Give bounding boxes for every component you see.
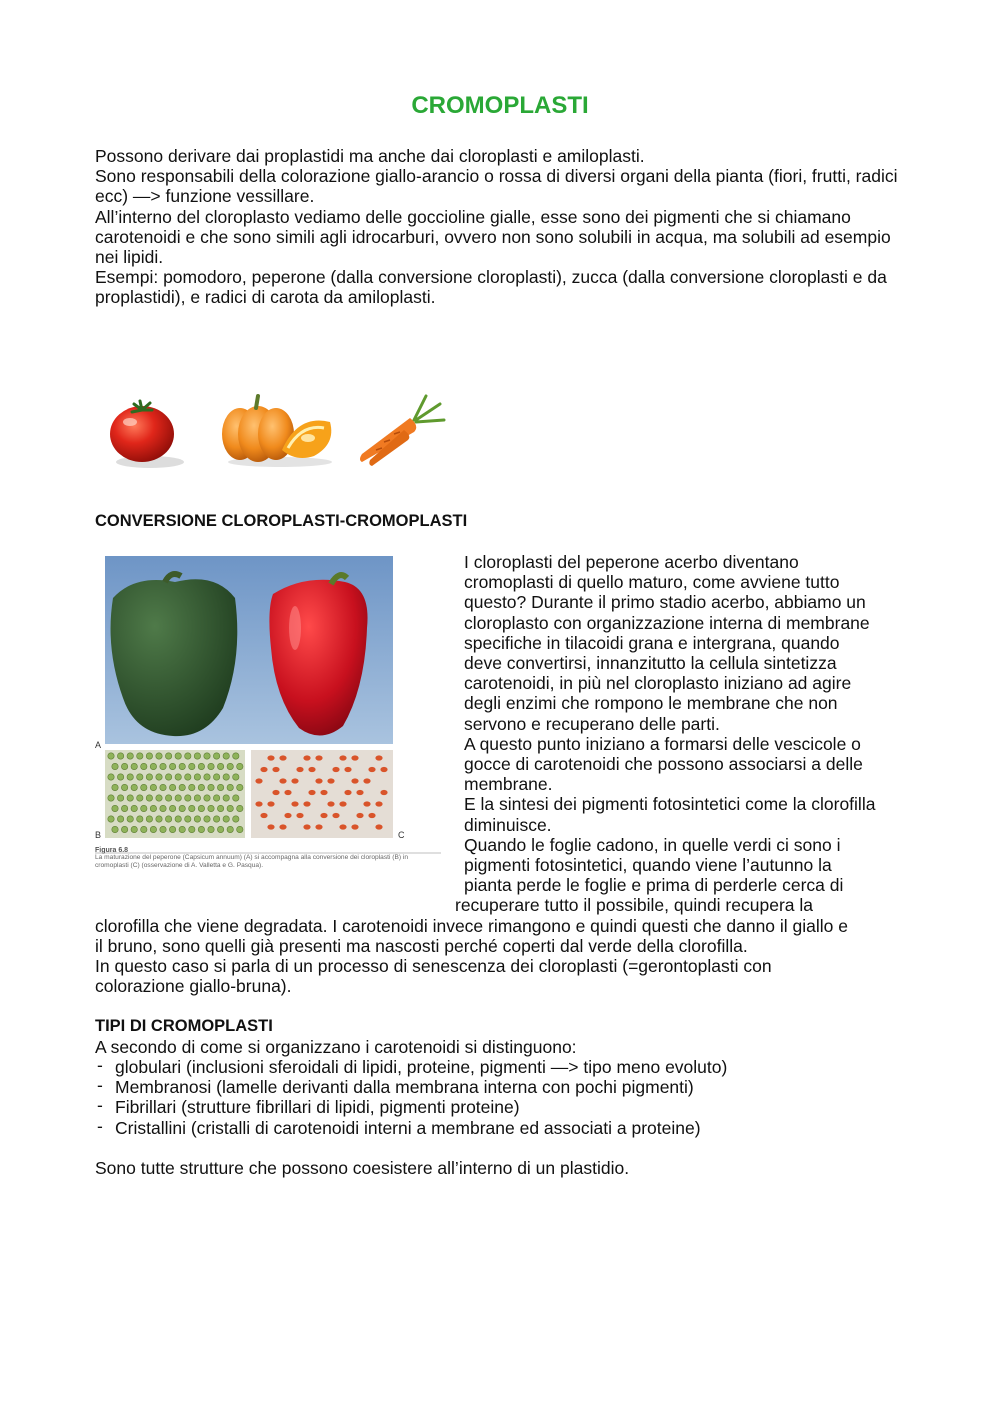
chloroplast-dot xyxy=(112,763,118,769)
conversion-line: il bruno, sono quelli già presenti ma nascosti perché coperti dal verde della clorofilla. xyxy=(95,935,748,956)
figure-caption: La maturazione del peperone (Capsicum annuum) (A) si accompagna alla conversione dei cloroplasti (B) in cromoplasti (C) (osservazione di A. Valletta e G. Pasqua). xyxy=(95,854,408,869)
chloroplast-dot xyxy=(169,826,175,832)
chloroplast-dot xyxy=(160,805,166,811)
chloroplast-dot xyxy=(127,774,133,780)
chromoplast-dot xyxy=(320,790,327,795)
chloroplast-dot xyxy=(156,816,162,822)
chloroplast-dot xyxy=(127,753,133,759)
chloroplast-dot xyxy=(194,753,200,759)
conversion-line: membrane. xyxy=(464,774,553,795)
list-dash: - xyxy=(97,1115,103,1136)
chloroplast-dot xyxy=(131,805,137,811)
chloroplast-dot xyxy=(127,816,133,822)
chromoplast-dot xyxy=(315,755,322,760)
tomato-image xyxy=(104,392,192,472)
chloroplast-dot xyxy=(137,774,143,780)
chloroplast-dot xyxy=(112,826,118,832)
conversion-line: In questo caso si parla di un processo di senescenza dei cloroplasti (=gerontoplasti con xyxy=(95,956,772,976)
conversion-line: carotenoidi, in più nel cloroplasto iniziano ad agire xyxy=(464,673,852,694)
figure-label-c: C xyxy=(398,830,405,840)
chromoplast-dot xyxy=(327,801,334,806)
conversion-line: servono e recuperano delle parti. xyxy=(464,713,720,734)
chloroplast-dot xyxy=(150,826,156,832)
list-item-text: Fibrillari (strutture fibrillari di lipidi, pigmenti proteine) xyxy=(115,1097,520,1118)
chloroplast-dot xyxy=(204,774,210,780)
chloroplast-dot xyxy=(131,763,137,769)
chloroplast-dot xyxy=(213,753,219,759)
figure-caption-title: Figura 6.8 xyxy=(95,847,129,854)
chloroplast-dot xyxy=(165,753,171,759)
chloroplast-dot xyxy=(179,784,185,790)
conversion-line: E la sintesi dei pigmenti fotosintetici come la clorofilla xyxy=(464,794,876,815)
chloroplast-dot xyxy=(141,784,147,790)
chloroplast-dot xyxy=(131,784,137,790)
chloroplast-dot xyxy=(127,795,133,801)
chloroplast-dot xyxy=(141,763,147,769)
conversion-line: diminuisce. xyxy=(464,814,552,835)
chloroplast-dot xyxy=(112,805,118,811)
chromoplast-dot xyxy=(308,767,315,772)
chloroplast-dot xyxy=(213,795,219,801)
chromoplast-dot xyxy=(267,755,274,760)
chloroplast-dot xyxy=(227,784,233,790)
chromoplast-dot xyxy=(380,790,387,795)
chloroplast-dot xyxy=(198,784,204,790)
chloroplast-dot xyxy=(233,774,239,780)
chloroplast-dot xyxy=(217,763,223,769)
chloroplast-dot xyxy=(223,816,229,822)
chromoplast-dot xyxy=(255,778,262,783)
chloroplast-dot xyxy=(146,795,152,801)
chloroplast-dot xyxy=(160,763,166,769)
chromoplast-dot xyxy=(315,824,322,829)
chloroplast-dot xyxy=(185,816,191,822)
chloroplast-dot xyxy=(198,826,204,832)
chromoplast-dot xyxy=(303,755,310,760)
chloroplast-dot xyxy=(185,774,191,780)
chromoplast-dot xyxy=(296,813,303,818)
chloroplast-dot xyxy=(165,774,171,780)
conversion-line: clorofilla che viene degradata. I carotenoidi invece rimangono e quindi questi che danno il giallo e xyxy=(95,915,848,936)
pepper-figure xyxy=(95,548,441,878)
chloroplast-dot xyxy=(112,784,118,790)
list-item xyxy=(95,1077,915,1097)
chloroplast-dot xyxy=(121,805,127,811)
chloroplast-dot xyxy=(185,795,191,801)
chromoplast-dot xyxy=(315,778,322,783)
chloroplast-dot xyxy=(198,805,204,811)
chloroplast-dot xyxy=(194,774,200,780)
chloroplast-dot xyxy=(160,784,166,790)
chloroplast-dot xyxy=(237,763,243,769)
chloroplast-dot xyxy=(179,763,185,769)
chloroplast-dot xyxy=(189,826,195,832)
chloroplast-dot xyxy=(160,826,166,832)
chloroplast-dot xyxy=(179,826,185,832)
chloroplast-dot xyxy=(194,816,200,822)
chromoplast-dot xyxy=(363,778,370,783)
chloroplast-dot xyxy=(169,763,175,769)
chloroplast-dot xyxy=(117,795,123,801)
chromoplast-dot xyxy=(267,824,274,829)
chloroplast-dot xyxy=(165,816,171,822)
chromoplast-dot xyxy=(375,801,382,806)
conversion-line: A questo punto iniziano a formarsi delle vescicole o xyxy=(464,733,861,754)
chromoplast-dot xyxy=(351,755,358,760)
chloroplast-dot xyxy=(227,805,233,811)
chloroplast-dot xyxy=(233,816,239,822)
chloroplast-dot xyxy=(175,816,181,822)
chloroplast-dot xyxy=(146,816,152,822)
carrot-image xyxy=(354,390,446,470)
list-item xyxy=(95,1057,915,1077)
chloroplast-dot xyxy=(204,753,210,759)
tipi-list xyxy=(95,1057,915,1138)
conversion-heading: CONVERSIONE CLOROPLASTI-CROMOPLASTI xyxy=(95,512,468,530)
chromoplast-dot xyxy=(363,801,370,806)
chromoplast-dot xyxy=(332,813,339,818)
chloroplast-dot xyxy=(223,774,229,780)
chromoplast-dot xyxy=(284,790,291,795)
chloroplast-dot xyxy=(189,805,195,811)
chloroplast-dot xyxy=(189,784,195,790)
chromoplast-dot xyxy=(303,824,310,829)
chloroplast-dot xyxy=(213,774,219,780)
conversion-line: cloroplasto con organizzazione interna di membrane xyxy=(464,612,870,633)
chloroplast-dot xyxy=(233,753,239,759)
chloroplast-dot xyxy=(217,805,223,811)
chromoplast-dot xyxy=(291,778,298,783)
figure-label-b: B xyxy=(95,830,102,840)
chloroplast-dot xyxy=(227,826,233,832)
chloroplast-dot xyxy=(137,795,143,801)
chromoplast-dot xyxy=(279,824,286,829)
chloroplast-dot xyxy=(198,763,204,769)
chloroplast-dot xyxy=(117,816,123,822)
chromoplast-dot xyxy=(339,801,346,806)
chromoplast-dot xyxy=(279,755,286,760)
conversion-line: pianta perde le foglie e prima di perderle cerca di xyxy=(464,875,844,896)
chloroplast-dot xyxy=(175,774,181,780)
chloroplast-dot xyxy=(117,774,123,780)
list-dash: - xyxy=(97,1095,103,1116)
chloroplast-dot xyxy=(223,795,229,801)
chloroplast-dot xyxy=(121,784,127,790)
chromoplast-dot xyxy=(327,778,334,783)
chloroplast-dot xyxy=(237,826,243,832)
chloroplast-dot xyxy=(141,805,147,811)
conversion-line: gocce di carotenoidi che possono associarsi a delle xyxy=(464,754,863,774)
chloroplast-dot xyxy=(150,784,156,790)
chloroplast-dot xyxy=(179,805,185,811)
chloroplast-dot xyxy=(146,774,152,780)
chromoplast-dot xyxy=(260,767,267,772)
chromoplast-dot xyxy=(356,790,363,795)
chromoplast-dot xyxy=(272,767,279,772)
list-item-text: globulari (inclusioni sferoidali di lipidi, proteine, pigmenti —> tipo meno evoluto) xyxy=(115,1057,728,1077)
pumpkin-image xyxy=(218,392,342,470)
chloroplast-dot xyxy=(208,826,214,832)
chloroplast-dot xyxy=(227,763,233,769)
chloroplast-dot xyxy=(194,795,200,801)
chromoplast-dot xyxy=(308,790,315,795)
conversion-line: degli enzimi che rompono le membrane che non xyxy=(464,693,838,714)
intro-paragraph: Esempi: pomodoro, peperone (dalla conversione cloroplasti), zucca (dalla conversione cloroplasti e da proplastidi), e radici di carota da amiloplasti. xyxy=(95,267,887,308)
chromoplast-dot xyxy=(339,824,346,829)
chromoplast-dot xyxy=(375,755,382,760)
pepper-figure-graphic xyxy=(95,548,441,878)
page-title: CROMOPLASTI xyxy=(411,92,589,119)
chloroplast-dot xyxy=(131,826,137,832)
chloroplast-dot xyxy=(156,774,162,780)
conversion-line: Quando le foglie cadono, in quelle verdi ci sono i xyxy=(464,834,841,855)
chromoplast-dot xyxy=(260,813,267,818)
chromoplast-dot xyxy=(320,813,327,818)
chloroplast-dot xyxy=(156,795,162,801)
chromoplast-dot xyxy=(356,813,363,818)
chromoplast-dot xyxy=(279,778,286,783)
chloroplast-dot xyxy=(156,753,162,759)
chloroplast-dot xyxy=(108,753,114,759)
chloroplast-dot xyxy=(121,826,127,832)
chromoplast-dot xyxy=(267,801,274,806)
chromoplast-dot xyxy=(284,813,291,818)
list-item xyxy=(95,1115,915,1138)
chromoplast-dot xyxy=(344,790,351,795)
chloroplast-dot xyxy=(175,753,181,759)
chromoplast-dot xyxy=(344,767,351,772)
chromoplast-dot xyxy=(368,813,375,818)
conversion-line: colorazione giallo-bruna). xyxy=(95,976,292,997)
chloroplast-dot xyxy=(233,795,239,801)
chloroplast-dot xyxy=(150,805,156,811)
chloroplast-dot xyxy=(137,816,143,822)
chromoplast-dot xyxy=(351,778,358,783)
intro-paragraph: Sono responsabili della colorazione giallo-arancio o rossa di diversi organi della pianta (fiori, frutti, radici ecc) —> funzione vessillare. xyxy=(95,166,898,207)
chloroplast-dot xyxy=(141,826,147,832)
list-item-text: Cristallini (cristalli di carotenoidi interni a membrane ed associati a proteine) xyxy=(115,1117,701,1138)
chloroplast-dot xyxy=(108,816,114,822)
chromoplast-dot xyxy=(351,824,358,829)
chromoplast-dot xyxy=(255,801,262,806)
chloroplast-dot xyxy=(169,784,175,790)
tipi-closing: Sono tutte strutture che possono coesistere all’interno di un plastidio. xyxy=(95,1158,630,1178)
chromoplast-dot xyxy=(296,767,303,772)
tipi-lead: A secondo di come si organizzano i carotenoidi si distinguono: xyxy=(95,1037,577,1057)
list-item-text: Membranosi (lamelle derivanti dalla membrana interna con pochi pigmenti) xyxy=(115,1077,694,1098)
list-dash: - xyxy=(97,1055,103,1075)
chloroplast-dot xyxy=(185,753,191,759)
chloroplast-dot xyxy=(217,826,223,832)
chloroplast-dot xyxy=(169,805,175,811)
chloroplast-dot xyxy=(237,805,243,811)
chloroplast-dot xyxy=(175,795,181,801)
chloroplast-dot xyxy=(165,795,171,801)
chromoplast-dot xyxy=(339,755,346,760)
chloroplast-dot xyxy=(208,784,214,790)
chloroplast-dot xyxy=(137,753,143,759)
chloroplast-dot xyxy=(108,795,114,801)
chloroplast-dot xyxy=(150,763,156,769)
conversion-line: pigmenti fotosintetici, quando viene l’autunno la xyxy=(464,855,832,875)
chromoplast-dot xyxy=(291,801,298,806)
intro-paragraph: Possono derivare dai proplastidi ma anche dai cloroplasti e amiloplasti. xyxy=(95,146,645,166)
conversion-line: I cloroplasti del peperone acerbo diventano xyxy=(464,552,799,572)
conversion-line: cromoplasti di quello maturo, come avviene tutto xyxy=(464,572,840,593)
chloroplast-dot xyxy=(146,753,152,759)
conversion-line: questo? Durante il primo stadio acerbo, abbiamo un xyxy=(464,592,866,613)
chloroplast-dot xyxy=(223,753,229,759)
list-item xyxy=(95,1097,915,1117)
chloroplast-dot xyxy=(204,816,210,822)
chromoplast-dot xyxy=(332,767,339,772)
list-dash: - xyxy=(97,1075,103,1096)
conversion-line: recuperare tutto il possibile, quindi recupera la xyxy=(455,895,813,916)
chromoplast-dot xyxy=(380,767,387,772)
chromoplast-dot xyxy=(368,767,375,772)
chloroplast-dot xyxy=(189,763,195,769)
figure-label-a: A xyxy=(95,740,102,750)
chloroplast-dot xyxy=(237,784,243,790)
chloroplast-dot xyxy=(208,805,214,811)
tipi-heading: TIPI DI CROMOPLASTI xyxy=(95,1017,273,1035)
conversion-line: specifiche in tilacoidi grana e intergrana, quando xyxy=(464,632,840,653)
chloroplast-dot xyxy=(121,763,127,769)
chromoplast-dot xyxy=(303,801,310,806)
intro-paragraph: All’interno del cloroplasto vediamo delle goccioline gialle, esse sono dei pigmenti che si chiamano carotenoidi e che sono simili agli idrocarburi, ovvero non sono solubili in acqua, ma solubili ad esempio nei lipidi. xyxy=(95,206,891,268)
chloroplast-dot xyxy=(204,795,210,801)
chromoplast-dot xyxy=(375,824,382,829)
intro-text xyxy=(95,146,915,308)
chloroplast-dot xyxy=(213,816,219,822)
chloroplast-dot xyxy=(217,784,223,790)
chloroplast-dot xyxy=(117,753,123,759)
conversion-line: deve convertirsi, innanzitutto la cellula sintetizza xyxy=(464,653,837,673)
chloroplast-dot xyxy=(108,774,114,780)
chloroplast-dot xyxy=(208,763,214,769)
chromoplast-dot xyxy=(272,790,279,795)
